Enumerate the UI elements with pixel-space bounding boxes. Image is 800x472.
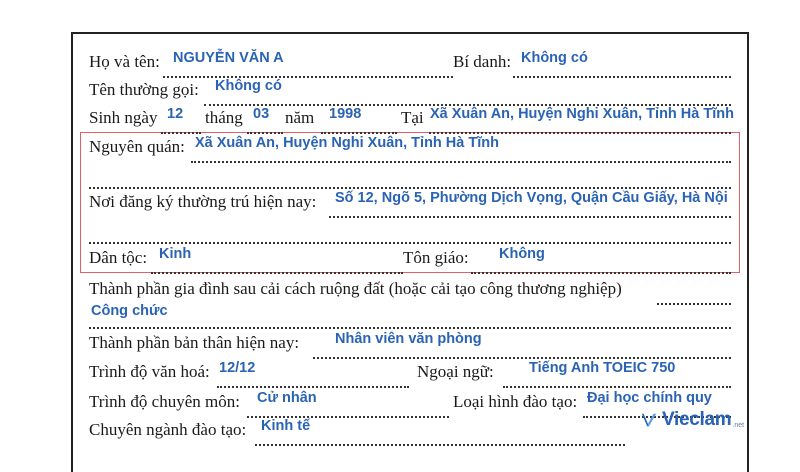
tai-label: Tại: [401, 108, 424, 127]
noi-dang-ky-dots-2: [89, 240, 731, 244]
sinh-ngay-label: Sinh ngày: [89, 108, 158, 127]
thanh-phan-ban-than-value[interactable]: Nhân viên văn phòng: [335, 331, 482, 347]
vieclam-logo-icon: [640, 411, 658, 429]
bi-danh-value[interactable]: Không có: [521, 50, 588, 66]
ho-ten-dots: [163, 74, 453, 78]
ngoai-ngu-value[interactable]: Tiếng Anh TOEIC 750: [529, 360, 676, 376]
chuyen-nganh-dots: [255, 442, 625, 446]
ten-thuong-goi-label: Tên thường gọi:: [89, 80, 199, 99]
ngoai-ngu-dots: [503, 384, 731, 388]
nguyen-quan-value[interactable]: Xã Xuân An, Huyện Nghi Xuân, Tỉnh Hà Tĩnh: [195, 135, 499, 151]
ho-ten-value[interactable]: NGUYỄN VĂN A: [173, 50, 284, 66]
row-nguyen-quan-cont: [89, 163, 731, 189]
ton-giao-label: Tôn giáo:: [403, 248, 469, 267]
tai-value[interactable]: Xã Xuân An, Huyện Nghi Xuân, Tỉnh Hà Tĩnh: [430, 106, 734, 122]
loai-hinh-dao-tao-label: Loại hình đào tạo:: [453, 392, 578, 411]
bi-danh-label: Bí danh:: [453, 52, 512, 71]
thanh-phan-gia-dinh-label: Thành phần gia đình sau cải cách ruộng đất (hoặc cải tạo công thương nghiệp): [89, 279, 622, 298]
thanh-phan-gia-dinh-dots-2: [89, 325, 731, 329]
noi-dang-ky-value[interactable]: Số 12, Ngõ 5, Phường Dịch Vọng, Quận Cầu Giấy, Hà Nội: [335, 190, 728, 206]
ngoai-ngu-label: Ngoại ngữ:: [417, 362, 494, 381]
bi-danh-dots: [513, 74, 731, 78]
thanh-phan-ban-than-dots: [313, 355, 731, 359]
thang-value[interactable]: 03: [253, 106, 270, 122]
nam-dots: [321, 130, 397, 134]
thanh-phan-gia-dinh-value[interactable]: Công chức: [91, 303, 168, 319]
nam-label: năm: [285, 108, 315, 127]
ton-giao-value[interactable]: Không: [499, 246, 545, 262]
thanh-phan-ban-than-label: Thành phần bản thân hiện nay:: [89, 333, 300, 352]
vieclam-logo: [640, 408, 744, 432]
nam-value[interactable]: 1998: [329, 106, 362, 122]
dan-toc-dots: [151, 270, 403, 274]
noi-dang-ky-label: Nơi đăng ký thường trú hiện nay:: [89, 192, 317, 211]
thang-dots: [247, 130, 283, 134]
tai-dots: [429, 130, 731, 134]
ten-thuong-goi-value[interactable]: Không có: [215, 78, 282, 94]
chuyen-nganh-value[interactable]: Kinh tế: [261, 418, 311, 434]
dan-toc-label: Dân tộc:: [89, 248, 148, 267]
trinh-do-van-hoa-value[interactable]: 12/12: [219, 360, 256, 376]
row-noi-dang-ky-cont: [89, 218, 731, 244]
loai-hinh-dao-tao-value[interactable]: Đại học chính quy: [587, 390, 712, 406]
row-thanh-phan-gia-dinh-cont: [89, 303, 731, 329]
vieclam-logo-suffix: .net: [732, 421, 745, 429]
trinh-do-chuyen-mon-label: Trình độ chuyên môn:: [89, 392, 240, 411]
thang-label: tháng: [205, 108, 243, 127]
dan-toc-value[interactable]: Kinh: [159, 246, 192, 262]
sinh-ngay-value[interactable]: 12: [167, 106, 184, 122]
nguyen-quan-dots-2: [89, 185, 731, 189]
trinh-do-van-hoa-dots: [217, 384, 409, 388]
nguyen-quan-label: Nguyên quán:: [89, 137, 185, 156]
ho-ten-label: Họ và tên:: [89, 52, 160, 71]
ton-giao-dots: [471, 270, 731, 274]
trinh-do-chuyen-mon-value[interactable]: Cử nhân: [257, 390, 317, 406]
sinh-ngay-dots: [161, 130, 201, 134]
chuyen-nganh-label: Chuyên ngành đào tạo:: [89, 420, 247, 439]
trinh-do-van-hoa-label: Trình độ văn hoá:: [89, 362, 210, 381]
vieclam-logo-text: Vieclam: [662, 409, 732, 430]
